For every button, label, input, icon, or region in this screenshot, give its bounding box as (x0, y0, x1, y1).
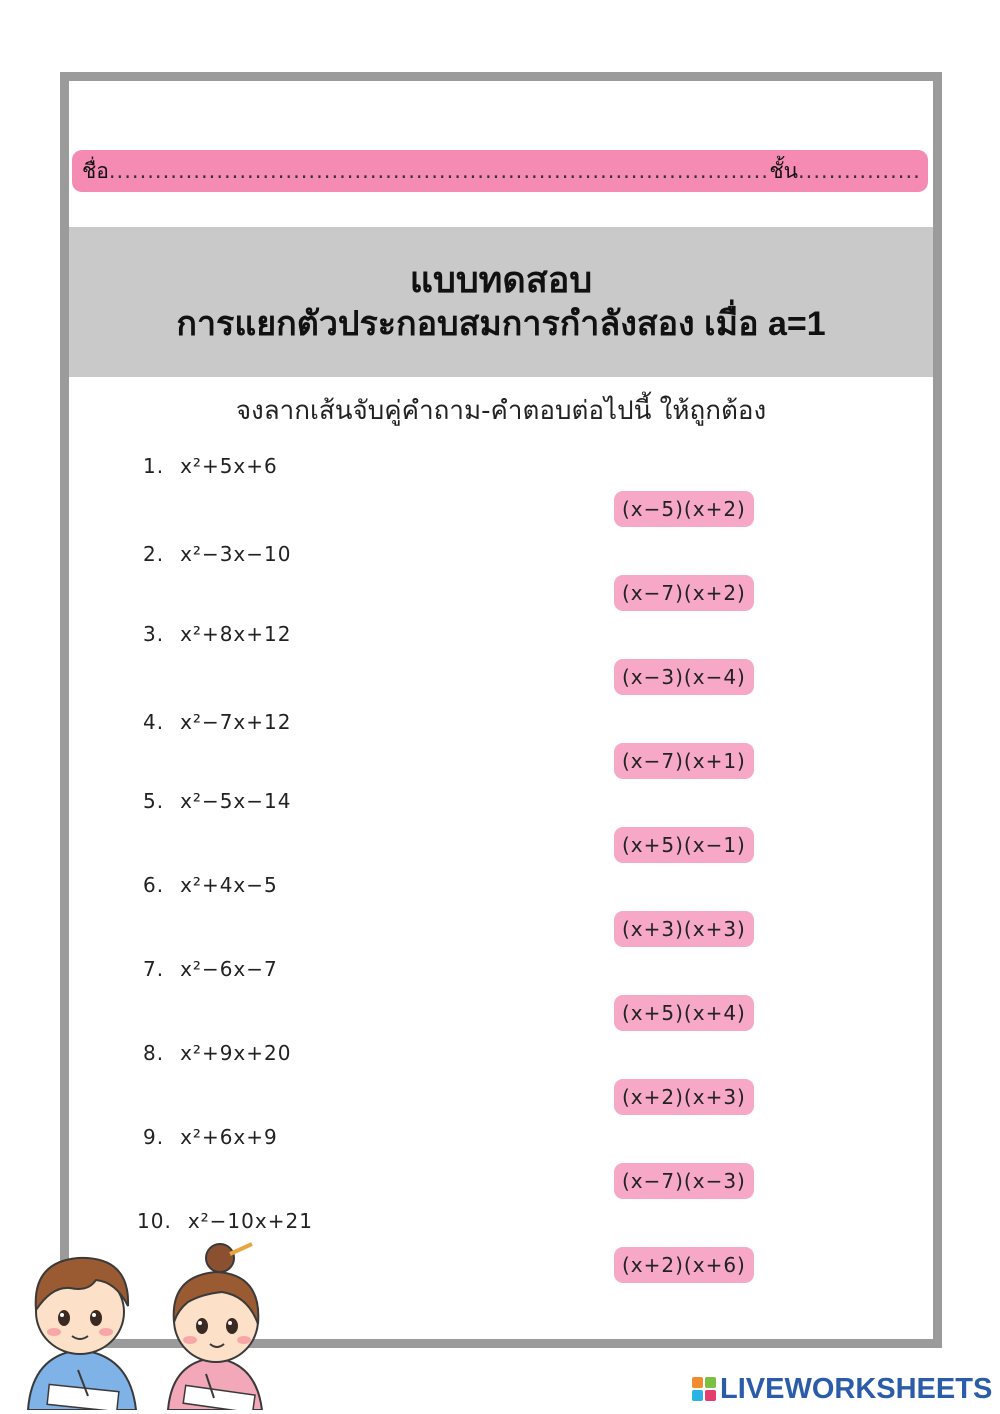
liveworksheets-brand (692, 1372, 992, 1406)
question-number: 7. (143, 957, 165, 981)
question-number: 2. (143, 542, 165, 566)
answer-chip[interactable]: (x+5)(x−1) (614, 827, 754, 863)
question-item[interactable] (143, 957, 278, 981)
answer-chip[interactable]: (x−7)(x+2) (614, 575, 754, 611)
answer-chip[interactable]: (x−7)(x+1) (614, 743, 754, 779)
answer-chip[interactable]: (x+5)(x+4) (614, 995, 754, 1031)
question-item[interactable] (137, 1209, 313, 1233)
answer-chip[interactable]: (x+2)(x+3) (614, 1079, 754, 1115)
instruction-text: จงลากเส้นจับคู่คำถาม-คำตอบต่อไปนี้ ให้ถูกต้อง (235, 396, 767, 426)
page-subtitle: การแยกตัวประกอบสมการกำลังสอง เมื่อ a=1 (176, 305, 826, 343)
question-item[interactable] (143, 1041, 291, 1065)
brand-name: LIVEWORKSHEETS (720, 1372, 993, 1405)
answer-chip[interactable]: (x−3)(x−4) (614, 659, 754, 695)
question-expression: x²+9x+20 (180, 1041, 292, 1065)
question-item[interactable] (143, 542, 291, 566)
girl-figure (168, 1244, 262, 1410)
liveworksheets-logo-icon (692, 1377, 716, 1401)
question-number: 8. (143, 1041, 165, 1065)
boy-figure (28, 1258, 136, 1410)
question-number: 1. (143, 454, 165, 478)
question-expression: x²−10x+21 (187, 1209, 313, 1233)
question-item[interactable] (143, 454, 278, 478)
question-item[interactable] (143, 710, 291, 734)
question-number: 10. (137, 1209, 172, 1233)
name-label: ชื่อ (82, 158, 109, 183)
name-class-bar (72, 150, 928, 192)
answer-chip[interactable]: (x−7)(x−3) (614, 1163, 754, 1199)
question-item[interactable] (143, 622, 291, 646)
question-number: 9. (143, 1125, 165, 1149)
question-number: 6. (143, 873, 165, 897)
question-expression: x²+5x+6 (180, 454, 278, 478)
class-blank[interactable] (798, 159, 918, 183)
question-number: 5. (143, 789, 165, 813)
question-expression: x²−5x−14 (180, 789, 292, 813)
answer-chip[interactable]: (x+3)(x+3) (614, 911, 754, 947)
question-expression: x²−6x−7 (180, 957, 278, 981)
page-title: แบบทดสอบ (409, 259, 593, 300)
title-band (69, 227, 933, 377)
question-item[interactable] (143, 789, 291, 813)
question-expression: x²−3x−10 (180, 542, 292, 566)
class-label: ชั้น (769, 158, 798, 183)
question-item[interactable] (143, 1125, 278, 1149)
question-expression: x²+6x+9 (180, 1125, 278, 1149)
question-item[interactable] (143, 873, 278, 897)
name-blank[interactable] (109, 159, 770, 183)
question-expression: x²+8x+12 (180, 622, 292, 646)
answer-chip[interactable]: (x+2)(x+6) (614, 1247, 754, 1283)
children-writing-illustration (18, 1240, 278, 1410)
question-number: 3. (143, 622, 165, 646)
question-expression: x²+4x−5 (180, 873, 278, 897)
answer-chip[interactable]: (x−5)(x+2) (614, 491, 754, 527)
question-expression: x²−7x+12 (180, 710, 292, 734)
question-number: 4. (143, 710, 165, 734)
